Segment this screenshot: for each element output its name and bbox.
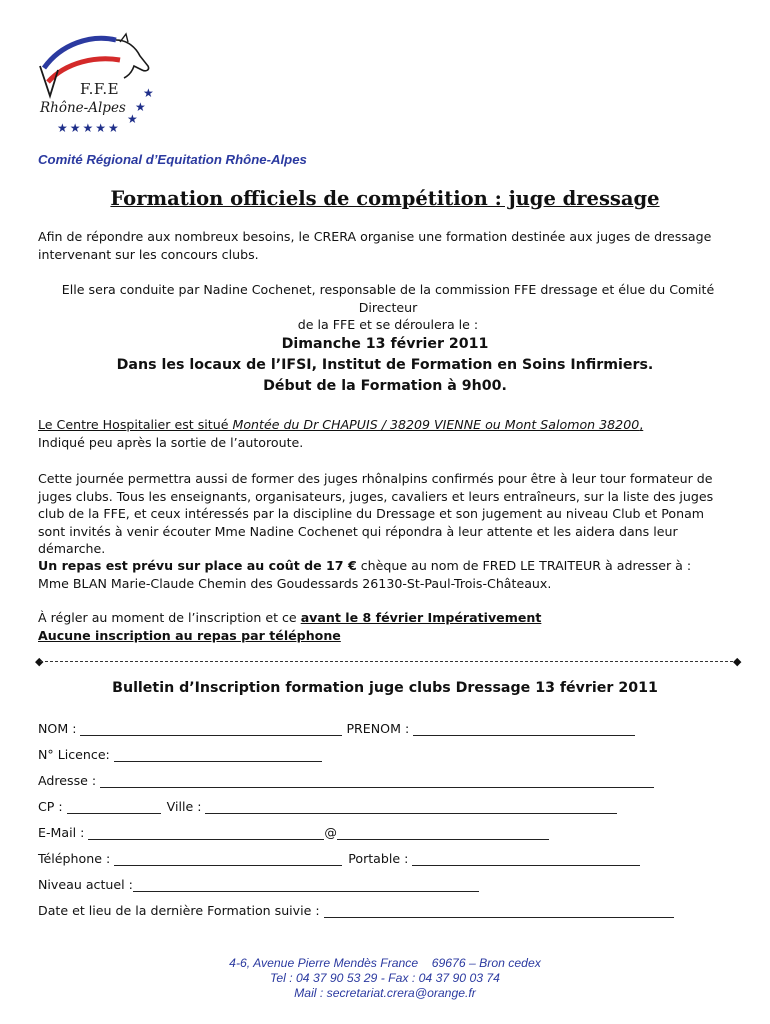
page-title: Formation officiels de compétition : juge dressage xyxy=(110,187,660,210)
meal-paragraph xyxy=(38,557,738,592)
form-row-last-training xyxy=(38,900,674,918)
star-icon: ★ xyxy=(143,86,154,100)
adresse-label: Adresse : xyxy=(38,773,97,788)
location-suffix: , xyxy=(639,417,644,432)
portable-label: Portable : xyxy=(348,851,409,866)
email-user-field[interactable] xyxy=(88,826,324,840)
location-prefix: Le Centre Hospitalier est situé xyxy=(38,417,233,432)
cp-field[interactable] xyxy=(67,800,161,814)
form-row-email xyxy=(38,822,549,840)
form-row-address xyxy=(38,770,654,788)
star-icon: ★ xyxy=(135,100,146,114)
location-address: Montée du Dr CHAPUIS / 38209 VIENNE ou Mont Salomon 38200 xyxy=(232,417,640,432)
payment-deadline: avant le 8 février Impérativement xyxy=(300,610,542,625)
nom-label: NOM : xyxy=(38,721,77,736)
diamond-icon: ◆ xyxy=(733,655,742,668)
logo-text-region: Rhône-Alpes xyxy=(40,100,126,116)
nom-field[interactable] xyxy=(80,722,342,736)
footer-phone: Tel : 04 37 90 53 29 - Fax : 04 37 90 03 74 xyxy=(270,971,500,985)
logo-stars: ★★★★★ xyxy=(57,121,121,135)
training-paragraph: Cette journée permettra aussi de former des juges rhônalpins confirmés pour être à leur tour formateur de juges clubs. Tous les enseignants, organisateurs, juges, cavaliers et leurs entraîneurs, sur la liste des juges club de la FFE, et ceux intéressés par la discipline du Dressage et son jugement au niveau Club et Ponam sont invités à venir écouter Mme Nadine Cochenet qui répondra à leur attente et les aidera dans leur démarche. xyxy=(38,471,714,556)
cut-line-divider xyxy=(40,661,738,662)
star-icon: ★ xyxy=(127,112,138,126)
committee-name: Comité Régional d’Equitation Rhône-Alpes xyxy=(38,152,307,167)
diamond-icon: ◆ xyxy=(35,655,44,668)
cp-label: CP : xyxy=(38,799,63,814)
ville-label: Ville : xyxy=(166,799,202,814)
niveau-label: Niveau actuel : xyxy=(38,877,133,892)
form-row-phone xyxy=(38,848,640,866)
form-row-name xyxy=(38,718,635,736)
payment-paragraph xyxy=(38,609,738,644)
event-start: Début de la Formation à 9h00. xyxy=(263,378,507,394)
conducted-line-2: de la FFE et se déroulera le : xyxy=(297,317,479,332)
prenom-field[interactable] xyxy=(413,722,635,736)
conducted-line-1: Elle sera conduite par Nadine Cochenet, responsable de la commission FFE dressage et élue du Comité Directeur xyxy=(61,282,715,315)
conducted-paragraph xyxy=(38,281,738,334)
form-row-level xyxy=(38,874,479,892)
event-date: Dimanche 13 février 2011 xyxy=(281,336,489,352)
footer-address: 4-6, Avenue Pierre Mendès France 69676 – Bron cedex xyxy=(229,956,541,970)
meal-address: Mme BLAN Marie-Claude Chemin des Goudessards 26130-St-Paul-Trois-Châteaux. xyxy=(38,575,552,591)
derniere-formation-label: Date et lieu de la dernière Formation suivie : xyxy=(38,903,320,918)
footer-contact xyxy=(0,956,770,1001)
telephone-label: Téléphone : xyxy=(38,851,111,866)
no-phone-notice: Aucune inscription au repas par téléphone xyxy=(38,627,341,643)
ville-field[interactable] xyxy=(205,800,617,814)
form-title: Bulletin d’Inscription formation juge clubs Dressage 13 février 2011 xyxy=(112,680,658,696)
meal-price: Un repas est prévu sur place au coût de 17 € xyxy=(38,558,357,573)
event-place: Dans les locaux de l’IFSI, Institut de Formation en Soins Infirmiers. xyxy=(116,357,654,373)
licence-label: N° Licence: xyxy=(38,747,110,762)
location-paragraph xyxy=(38,416,738,451)
form-row-licence xyxy=(38,744,322,762)
prenom-label: PRENOM : xyxy=(346,721,410,736)
intro-paragraph: Afin de répondre aux nombreux besoins, le CRERA organise une formation destinée aux juges de dressage intervenant sur les concours clubs. xyxy=(38,229,712,262)
telephone-field[interactable] xyxy=(114,852,342,866)
logo-text-ffe: F.F.E xyxy=(80,80,120,98)
meal-payee: chèque au nom de FRED LE TRAITEUR à adresser à : xyxy=(356,558,692,573)
location-note: Indiqué peu après la sortie de l’autoroute. xyxy=(38,434,304,450)
derniere-formation-field[interactable] xyxy=(324,904,674,918)
form-row-city xyxy=(38,796,617,814)
at-sign: @ xyxy=(324,825,337,840)
licence-field[interactable] xyxy=(114,748,322,762)
email-label: E-Mail : xyxy=(38,825,85,840)
payment-prefix: À régler au moment de l’inscription et ce xyxy=(38,610,301,625)
email-domain-field[interactable] xyxy=(337,826,549,840)
adresse-field[interactable] xyxy=(100,774,654,788)
portable-field[interactable] xyxy=(412,852,640,866)
footer-mail: Mail : secretariat.crera@orange.fr xyxy=(294,986,476,1000)
niveau-field[interactable] xyxy=(133,878,479,892)
